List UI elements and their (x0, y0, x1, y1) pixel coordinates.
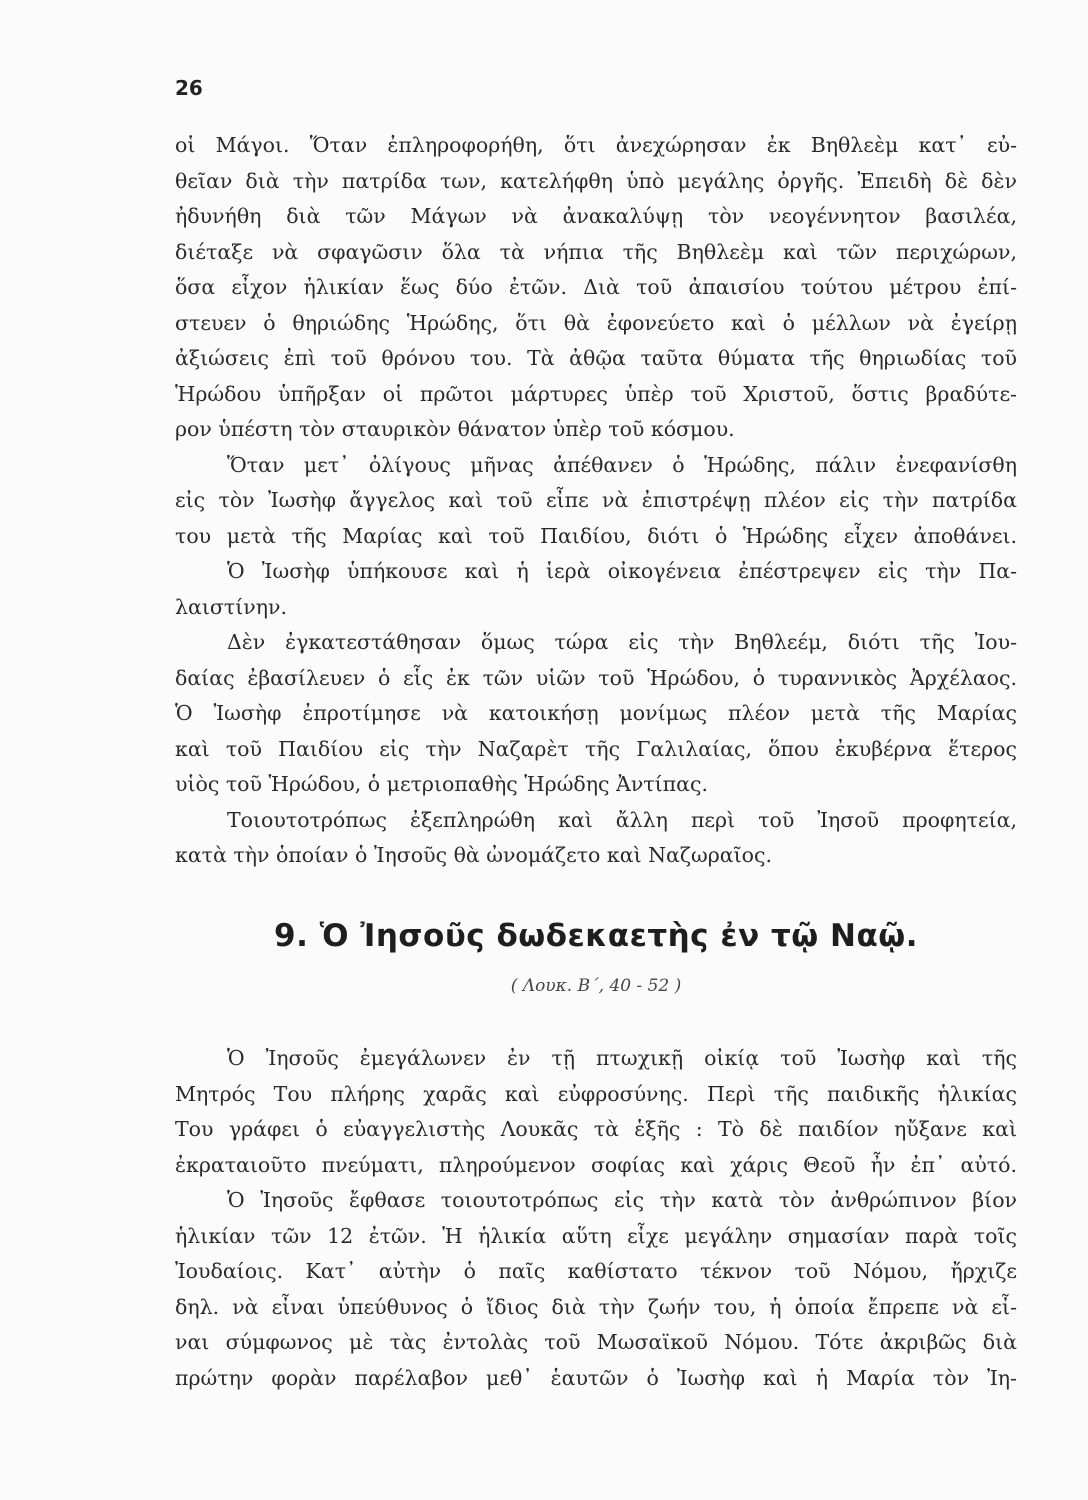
text-line: θεῖαν διὰ τὴν πατρίδα των, κατελήφθη ὑπὸ μεγάλης ὀργῆς. Ἐπειδὴ δὲ δὲν (175, 168, 1017, 193)
text-line: πρώτην φορὰν παρέλαβον μεθ᾽ ἑαυτῶν ὁ Ἰωσὴφ καὶ ἡ Μαρία τὸν Ἰη- (175, 1365, 1017, 1390)
paragraph (175, 554, 1017, 625)
text-line: ἠδυνήθη διὰ τῶν Μάγων νὰ ἀνακαλύψῃ τὸν νεογέννητον βασιλέα, (175, 204, 1017, 228)
text-line: δαίας ἐβασίλευεν ὁ εἷς ἐκ τῶν υἱῶν τοῦ Ἡρώδου, ὁ τυραννικὸς Ἀρχέλαος. (175, 665, 1017, 690)
paragraph (175, 1183, 1017, 1396)
section-heading: 9. Ὁ Ἰησοῦς δωδεκαετὴς ἐν τῷ Ναῷ. (274, 918, 918, 954)
text-line: ναι σύμφωνος μὲ τὰς ἐντολὰς τοῦ Μωσαϊκοῦ Νόμου. Τότε ἀκριβῶς διὰ (175, 1330, 1017, 1354)
text-line: δηλ. νὰ εἶναι ὑπεύθυνος ὁ ἴδιος διὰ τὴν ζωήν του, ἡ ὁποία ἔπρεπε νὰ εἶ- (175, 1294, 1017, 1319)
text-line: Ὅταν μετ᾽ ὀλίγους μῆνας ἀπέθανεν ὁ Ἡρώδης, πάλιν ἐνεφανίσθη (227, 452, 1017, 477)
paragraph (175, 128, 1017, 448)
text-line: ρον ὑπέστη τὸν σταυρικὸν θάνατον ὑπὲρ τοῦ κόσμου. (175, 417, 735, 441)
text-line: Ὁ Ἰωσὴφ ἐπροτίμησε νὰ κατοικήσῃ μονίμως πλέον μετὰ τῆς Μαρίας (175, 701, 1017, 725)
text-line: Μητρός Του πλήρης χαρᾶς καὶ εὐφροσύνης. Περὶ τῆς παιδικῆς ἡλικίας (175, 1081, 1017, 1106)
text-line: του μετὰ τῆς Μαρίας καὶ τοῦ Παιδίου, διότι ὁ Ἡρώδης εἶχεν ἀποθάνει. (175, 523, 1017, 548)
paragraph (175, 448, 1017, 555)
text-line: Ὁ Ἰωσὴφ ὑπήκουσε καὶ ἡ ἱερὰ οἰκογένεια ἐπέστρεψεν εἰς τὴν Πα- (227, 559, 1017, 583)
scripture-reference: ( Λουκ. Β΄, 40 - 52 ) (510, 976, 682, 996)
text-line: εἰς τὸν Ἰωσὴφ ἄγγελος καὶ τοῦ εἶπε νὰ ἐπιστρέψῃ πλέον εἰς τὴν πατρίδα (175, 488, 1017, 512)
text-line: ὅσα εἶχον ἡλικίαν ἕως δύο ἐτῶν. Διὰ τοῦ ἀπαισίου τούτου μέτρου ἐπί- (175, 275, 1017, 299)
text-line: καὶ τοῦ Παιδίου εἰς τὴν Ναζαρὲτ τῆς Γαλιλαίας, ὅπου ἐκυβέρνα ἕτερος (175, 736, 1017, 761)
text-line: οἱ Μάγοι. Ὅταν ἐπληροφορήθη, ὅτι ἀνεχώρησαν ἐκ Βηθλεὲμ κατ᾽ εὐ- (175, 133, 1017, 157)
text-line: διέταξε νὰ σφαγῶσιν ὅλα τὰ νήπια τῆς Βηθλεὲμ καὶ τῶν περιχώρων, (175, 239, 1017, 264)
paragraph (175, 803, 1017, 874)
text-line: κατὰ τὴν ὁποίαν ὁ Ἰησοῦς θὰ ὠνομάζετο καὶ Ναζωραῖος. (175, 843, 773, 867)
text-line: Ἰουδαίοις. Κατ᾽ αὐτὴν ὁ παῖς καθίστατο τέκνον τοῦ Νόμου, ἤρχιζε (175, 1259, 1017, 1283)
text-line: Ἡρώδου ὑπῆρξαν οἱ πρῶτοι μάρτυρες ὑπὲρ τοῦ Χριστοῦ, ὅστις βραδύτε- (175, 381, 1017, 406)
text-line: υἱὸς τοῦ Ἡρώδου, ὁ μετριοπαθὴς Ἡρώδης Ἀντίπας. (175, 772, 708, 796)
text-line: Ὁ Ἰησοῦς ἔφθασε τοιουτοτρόπως εἰς τὴν κατὰ τὸν ἀνθρώπινον βίον (227, 1188, 1017, 1212)
text-line: Ὁ Ἰησοῦς ἐμεγάλωνεν ἐν τῇ πτωχικῇ οἰκίᾳ τοῦ Ἰωσὴφ καὶ τῆς (227, 1046, 1017, 1070)
text-line: Του γράφει ὁ εὐαγγελιστὴς Λουκᾶς τὰ ἑξῆς : Τὸ δὲ παιδίον ηὔξανε καὶ (175, 1117, 1017, 1141)
text-line: ἡλικίαν τῶν 12 ἐτῶν. Ἡ ἡλικία αὕτη εἶχε μεγάλην σημασίαν παρὰ τοῖς (175, 1223, 1017, 1248)
paragraph (175, 625, 1017, 803)
text-line: ἐκραταιοῦτο πνεύματι, πληρούμενον σοφίας καὶ χάρις Θεοῦ ἦν ἐπ᾽ αὐτό. (175, 1152, 1017, 1177)
text-line: στευεν ὁ θηριώδης Ἡρώδης, ὅτι θὰ ἐφονεύετο καὶ ὁ μέλλων νὰ ἐγείρῃ (175, 310, 1017, 335)
text-line: ἀξιώσεις ἐπὶ τοῦ θρόνου του. Τὰ ἀθῷα ταῦτα θύματα τῆς θηριωδίας τοῦ (175, 346, 1017, 370)
paragraph (175, 1041, 1017, 1183)
text-line: λαιστίνην. (175, 594, 287, 619)
body-text-top (175, 128, 1017, 874)
text-line: Δὲν ἐγκατεστάθησαν ὅμως τώρα εἰς τὴν Βηθλεέμ, διότι τῆς Ἰου- (227, 630, 1017, 654)
page-number: 26 (175, 76, 203, 100)
text-line: Τοιουτοτρόπως ἐξεπληρώθη καὶ ἄλλη περὶ τοῦ Ἰησοῦ προφητεία, (227, 807, 1017, 832)
body-text-bottom (175, 1041, 1017, 1396)
